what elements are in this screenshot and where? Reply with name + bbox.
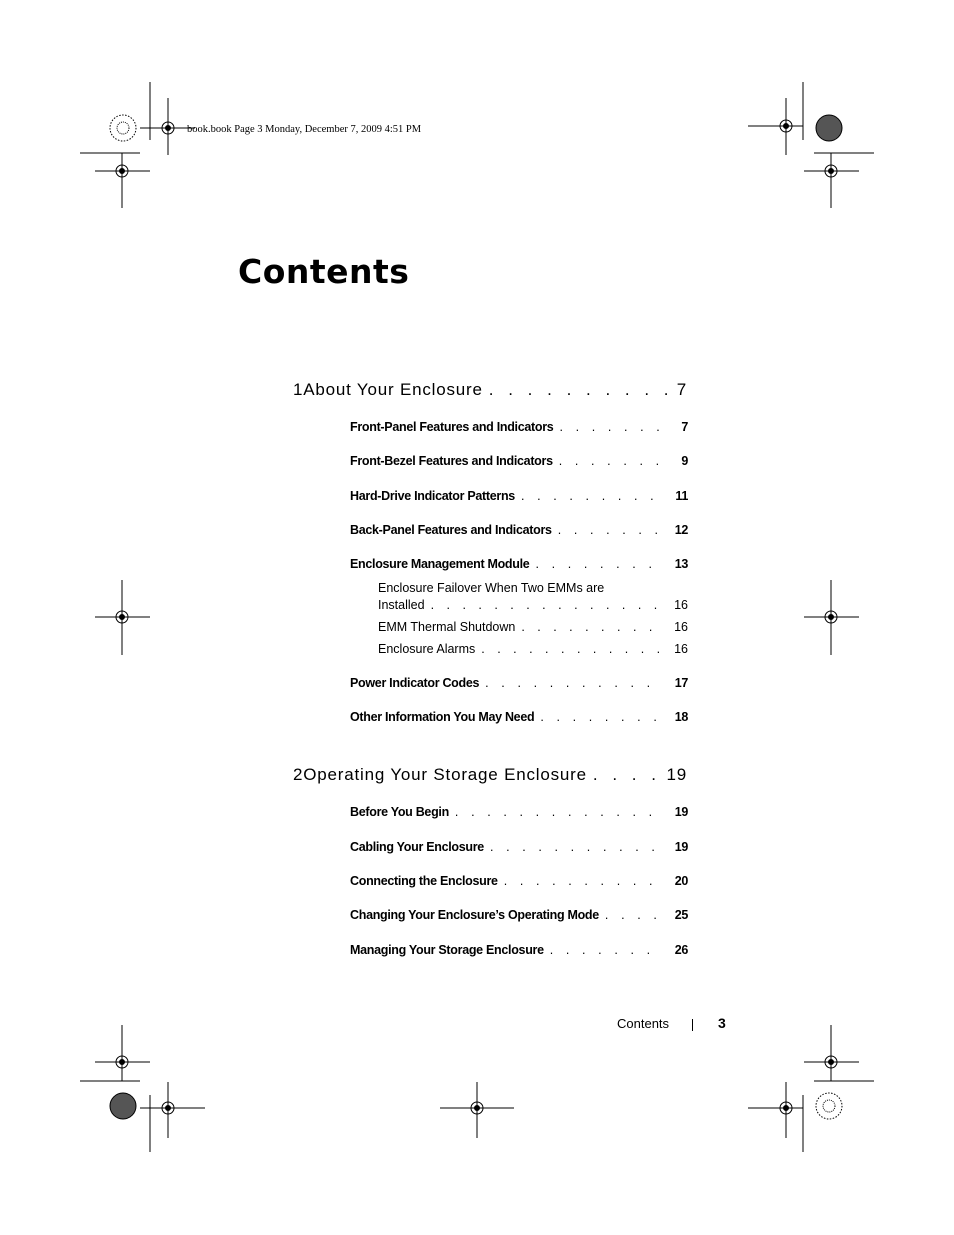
section-page: 25 (674, 908, 688, 922)
toc-subsection[interactable] (378, 620, 688, 634)
toc-subsection[interactable] (378, 598, 688, 612)
section-title: Hard-Drive Indicator Patterns (350, 489, 515, 503)
dot-leader (559, 454, 660, 468)
toc-chapter-1[interactable] (293, 380, 687, 400)
chapter-title: About Your Enclosure (303, 380, 483, 399)
toc-section[interactable] (350, 710, 688, 724)
section-page: 19 (674, 840, 688, 854)
toc-section[interactable] (350, 523, 688, 537)
dot-leader (431, 598, 660, 612)
section-title: Other Information You May Need (350, 710, 535, 724)
chapter-number: 1 (293, 380, 304, 399)
section-page: 9 (681, 454, 688, 468)
toc-section[interactable] (350, 943, 688, 957)
section-title: Before You Begin (350, 805, 449, 819)
subsection-page: 16 (674, 642, 688, 656)
dot-leader (521, 620, 660, 634)
toc-chapter-2[interactable] (293, 765, 687, 785)
section-title: Enclosure Management Module (350, 557, 530, 571)
section-title: Changing Your Enclosure’s Operating Mode (350, 908, 599, 922)
dot-leader (481, 642, 660, 656)
section-page: 7 (681, 420, 688, 434)
footer-separator (692, 1019, 693, 1031)
dot-leader (504, 874, 660, 888)
dot-leader (485, 676, 660, 690)
toc-section[interactable] (350, 420, 688, 434)
section-title: Connecting the Enclosure (350, 874, 498, 888)
section-title: Front-Panel Features and Indicators (350, 420, 554, 434)
dot-leader (593, 765, 661, 785)
toc-section[interactable] (350, 454, 688, 468)
subsection-page: 16 (674, 620, 688, 634)
toc-section[interactable] (350, 489, 688, 503)
dot-leader (490, 840, 660, 854)
subsection-title: Enclosure Alarms (378, 642, 476, 656)
section-title: Cabling Your Enclosure (350, 840, 484, 854)
section-page: 12 (674, 523, 688, 537)
section-page: 11 (675, 489, 688, 503)
section-page: 19 (674, 805, 688, 819)
section-page: 20 (674, 874, 688, 888)
toc-section[interactable] (350, 805, 688, 819)
toc-section[interactable] (350, 676, 688, 690)
toc-section[interactable] (350, 840, 688, 854)
dot-leader (521, 489, 660, 503)
chapter-page: 7 (676, 380, 687, 399)
section-page: 13 (674, 557, 688, 571)
subsection-title: Installed (378, 598, 425, 612)
dot-leader (558, 523, 660, 537)
section-page: 18 (674, 710, 688, 724)
chapter-title: Operating Your Storage Enclosure (303, 765, 587, 784)
toc-section[interactable] (350, 908, 688, 922)
section-page: 17 (674, 676, 688, 690)
subsection-page: 16 (674, 598, 688, 612)
section-page: 26 (674, 943, 688, 957)
toc-subsection-line1[interactable]: Enclosure Failover When Two EMMs are (378, 581, 605, 595)
section-title: Front-Bezel Features and Indicators (350, 454, 553, 468)
section-title: Back-Panel Features and Indicators (350, 523, 552, 537)
chapter-page: 19 (666, 765, 687, 784)
dot-leader (540, 710, 660, 724)
dot-leader (455, 805, 660, 819)
section-title: Power Indicator Codes (350, 676, 480, 690)
dot-leader (550, 943, 660, 957)
printer-slug-line: book.book Page 3 Monday, December 7, 2009 4:51 PM (187, 124, 422, 135)
dot-leader (559, 420, 660, 434)
page-title: Contents (238, 252, 410, 291)
footer-page-number: 3 (718, 1015, 726, 1031)
toc-section[interactable] (350, 557, 688, 571)
chapter-number: 2 (293, 765, 304, 784)
toc-section[interactable] (350, 874, 688, 888)
footer-label: Contents (617, 1016, 670, 1031)
dot-leader (605, 908, 660, 922)
dot-leader (535, 557, 660, 571)
subsection-title: EMM Thermal Shutdown (378, 620, 516, 634)
toc-subsection[interactable] (378, 642, 688, 656)
section-title: Managing Your Storage Enclosure (350, 943, 544, 957)
dot-leader (489, 380, 671, 400)
